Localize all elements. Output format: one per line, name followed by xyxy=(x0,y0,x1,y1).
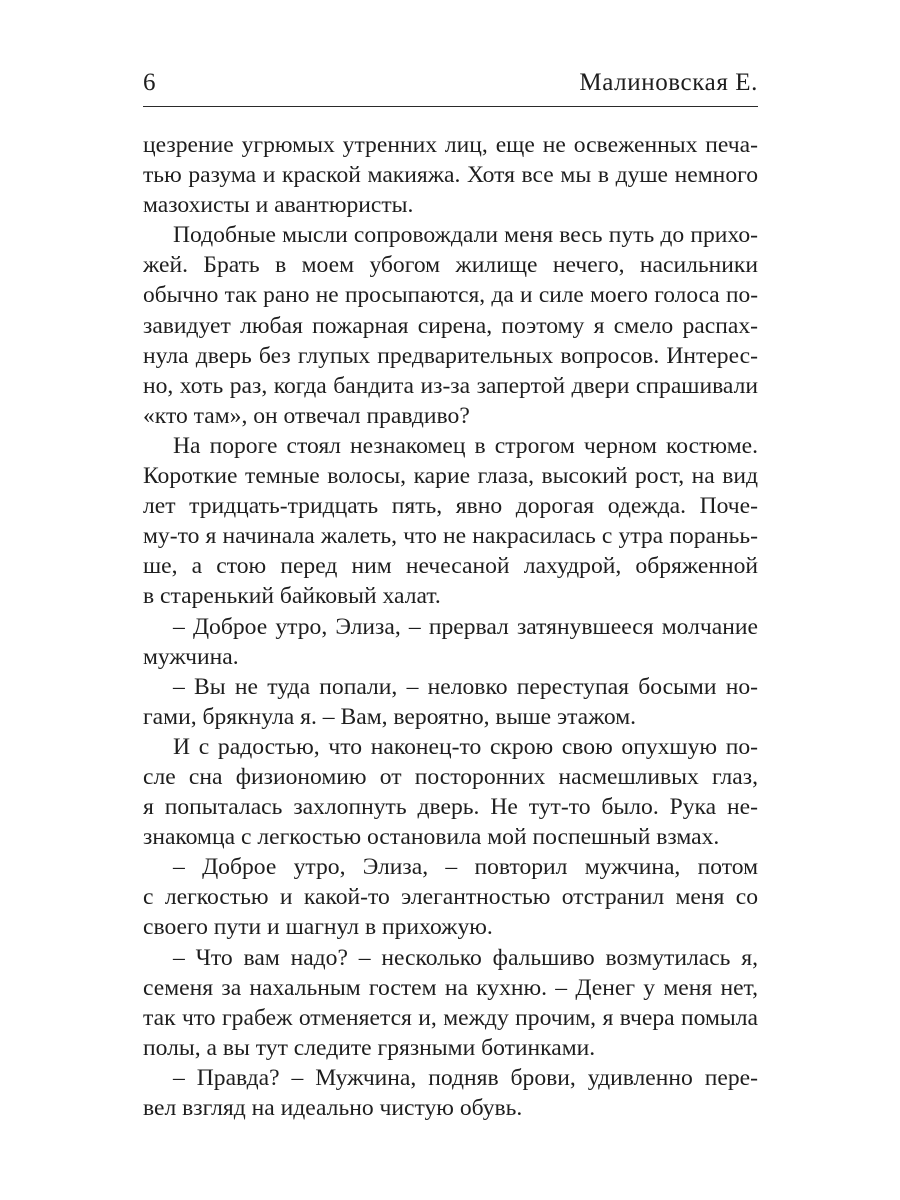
header-rule xyxy=(143,106,758,107)
text-line: На пороге стоял незнакомец в строгом черном костюме. xyxy=(173,432,758,459)
text-line: но, хоть раз, когда бандита из-за запертой двери спрашивали xyxy=(143,372,758,399)
text-line: семеня за нахальным гостем на кухню. – Денег у меня нет, xyxy=(143,974,758,1001)
text-line: мазохисты и авантюристы. xyxy=(143,192,414,219)
text-line: – Что вам надо? – несколько фальшиво возмутилась я, xyxy=(173,944,758,971)
text-line: в старенький байковый халат. xyxy=(143,583,441,610)
text-line: полы, а вы тут следите грязными ботинками. xyxy=(143,1034,596,1061)
running-head-author: Малиновская Е. xyxy=(579,69,758,96)
text-line: Короткие темные волосы, карие глаза, высокий рост, на вид xyxy=(143,463,758,490)
text-line: вел взгляд на идеально чистую обувь. xyxy=(143,1095,523,1121)
text-line: сле сна физиономию от посторонних насмешливых глаз, xyxy=(143,763,758,790)
text-line: – Доброе утро, Элиза, – повторил мужчина, потом xyxy=(173,854,758,881)
text-line: с легкостью и какой-то элегантностью отстранил меня со xyxy=(143,884,758,911)
body-text xyxy=(143,130,758,1123)
text-line: цезрение угрюмых утренних лиц, еще не освеженных печа- xyxy=(143,132,758,158)
text-line: я попыталась захлопнуть дверь. Не тут-то было. Рука не- xyxy=(143,794,758,821)
text-line: нула дверь без глупых предварительных вопросов. Интерес- xyxy=(143,342,758,369)
text-line: своего пути и шагнул в прихожую. xyxy=(143,914,493,941)
text-line: – Вы не туда попали, – неловко переступая босыми но- xyxy=(173,673,758,700)
text-line: Подобные мысли сопровождали меня весь путь до прихо- xyxy=(173,222,758,249)
text-line: «кто там», он отвечал правдиво? xyxy=(143,402,470,429)
text-line: тью разума и краской макияжа. Хотя все мы в душе немного xyxy=(143,162,758,189)
text-line: жей. Брать в моем убогом жилище нечего, насильники xyxy=(143,252,758,279)
page-number: 6 xyxy=(143,69,156,96)
text-line: гами, брякнула я. – Вам, вероятно, выше этажом. xyxy=(143,703,637,730)
text-line: лет тридцать-тридцать пять, явно дорогая одежда. Поче- xyxy=(143,493,758,520)
text-line: му-то я начинала жалеть, что не накрасилась с утра пораньь- xyxy=(143,523,758,550)
text-line: ше, а стою перед ним нечесаной лахудрой, обряженной xyxy=(143,553,758,580)
text-line: мужчина. xyxy=(143,643,239,670)
text-line: знакомца с легкостью остановила мой поспешный взмах. xyxy=(143,824,720,851)
text-line: – Правда? – Мужчина, подняв брови, удивленно пере- xyxy=(173,1064,758,1091)
text-line: так что грабеж отменяется и, между прочим, я вчера помыла xyxy=(143,1004,758,1031)
page-header xyxy=(143,66,758,100)
text-line: обычно так рано не просыпаются, да и силе моего голоса по- xyxy=(143,282,758,309)
text-line: завидует любая пожарная сирена, поэтому я смело распах- xyxy=(143,312,758,339)
text-line: И с радостью, что наконец-то скрою свою опухшую по- xyxy=(173,733,758,760)
text-line: – Доброе утро, Элиза, – прервал затянувшееся молчание xyxy=(173,613,758,640)
